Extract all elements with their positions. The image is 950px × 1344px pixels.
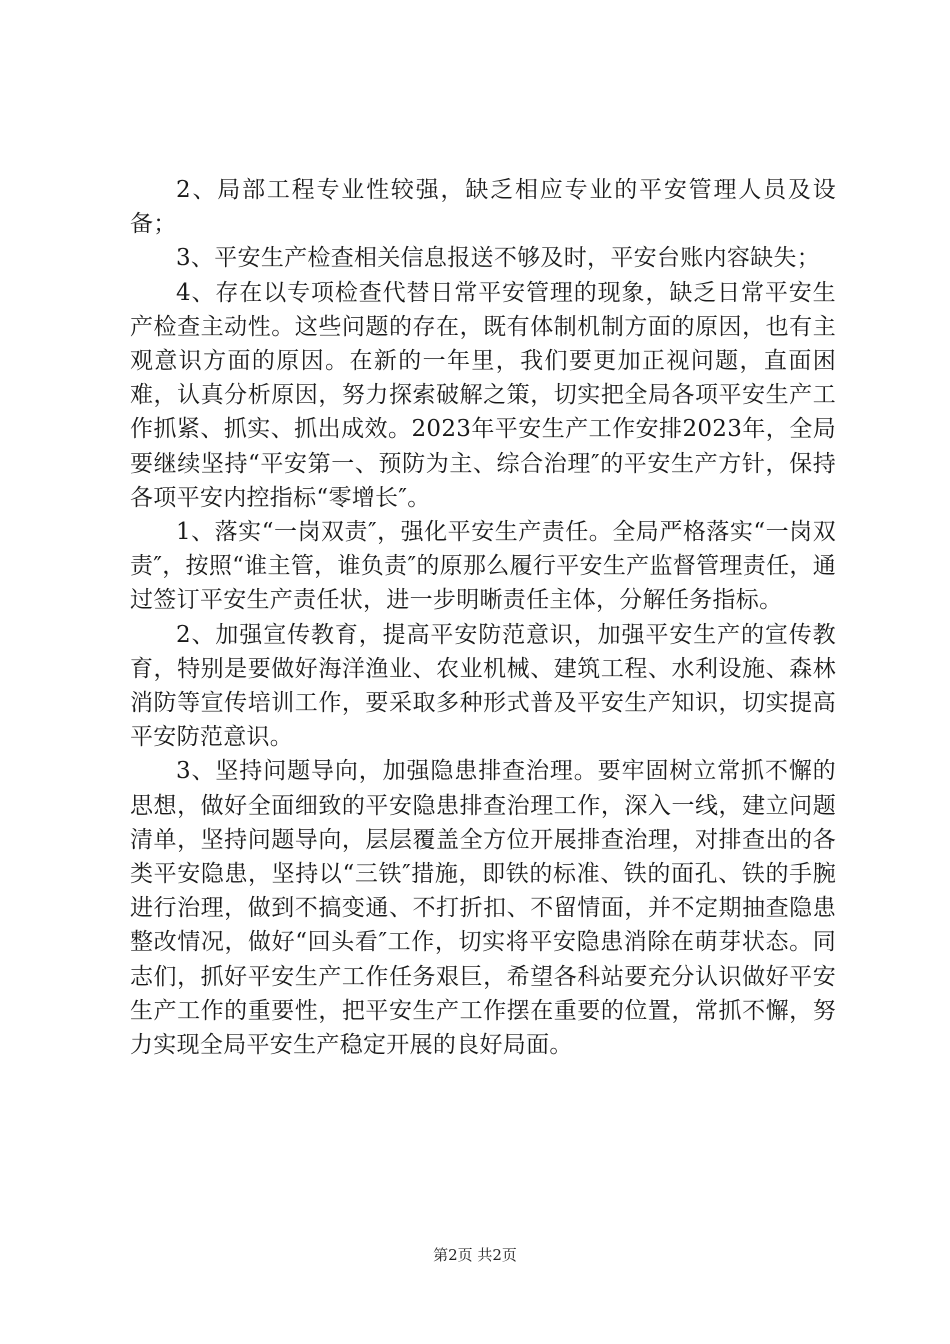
paragraph: 3、平安生产检查相关信息报送不够及时，平安台账内容缺失； [176,245,821,272]
paragraph: 2、加强宣传教育，提高平安防范意识，加强平安生产的宣传教育，特别是要做好海洋渔业、农业机械、建筑工程、水利设施、森林消防等宣传培训工作，要采取多种形式普及平安生产知识，切实提高平安防范意识。 [130,621,836,751]
paragraph: 3、坚持问题导向，加强隐患排查治理。要牢固树立常抓不懈的思想，做好全面细致的平安隐患排查治理工作，深入一线，建立问题清单，坚持问题导向，层层覆盖全方位开展排查治理，对排查出的各类平安隐患，坚持以“三铁″措施，即铁的标准、铁的面孔、铁的手腕进行治理，做到不搞变通、不打折扣、不留情面，并不定期抽查隐患整改情况，做好“回头看″工作，切实将平安隐患消除在萌芽状态。同志们，抓好平安生产工作任务艰巨，希望各科站要充分认识做好平安生产工作的重要性，把平安生产工作摆在重要的位置，常抓不懈，努力实现全局平安生产稳定开展的良好局面。 [130,758,836,1059]
paragraph: 2、局部工程专业性较强，缺乏相应专业的平安管理人员及设备； [130,177,836,238]
document-body [130,173,836,1062]
page-footer: 第2页 共2页 [433,1246,517,1264]
paragraph: 1、落实“一岗双责″，强化平安生产责任。全局严格落实“一岗双责″，按照“谁主管，谁负责″的原那么履行平安生产监督管理责任，通过签订平安生产责任状，进一步明晰责任主体，分解任务指标。 [130,519,836,614]
paragraph: 4、存在以专项检查代替日常平安管理的现象，缺乏日常平安生产检查主动性。这些问题的存在，既有体制机制方面的原因，也有主观意识方面的原因。在新的一年里，我们要更加正视问题，直面困难，认真分析原因，努力探索破解之策，切实把全局各项平安生产工作抓紧、抓实、抓出成效。2023年平安生产工作安排2023年，全局要继续坚持“平安第一、预防为主、综合治理″的平安生产方针，保持各项平安内控指标“零增长″。 [130,279,836,511]
